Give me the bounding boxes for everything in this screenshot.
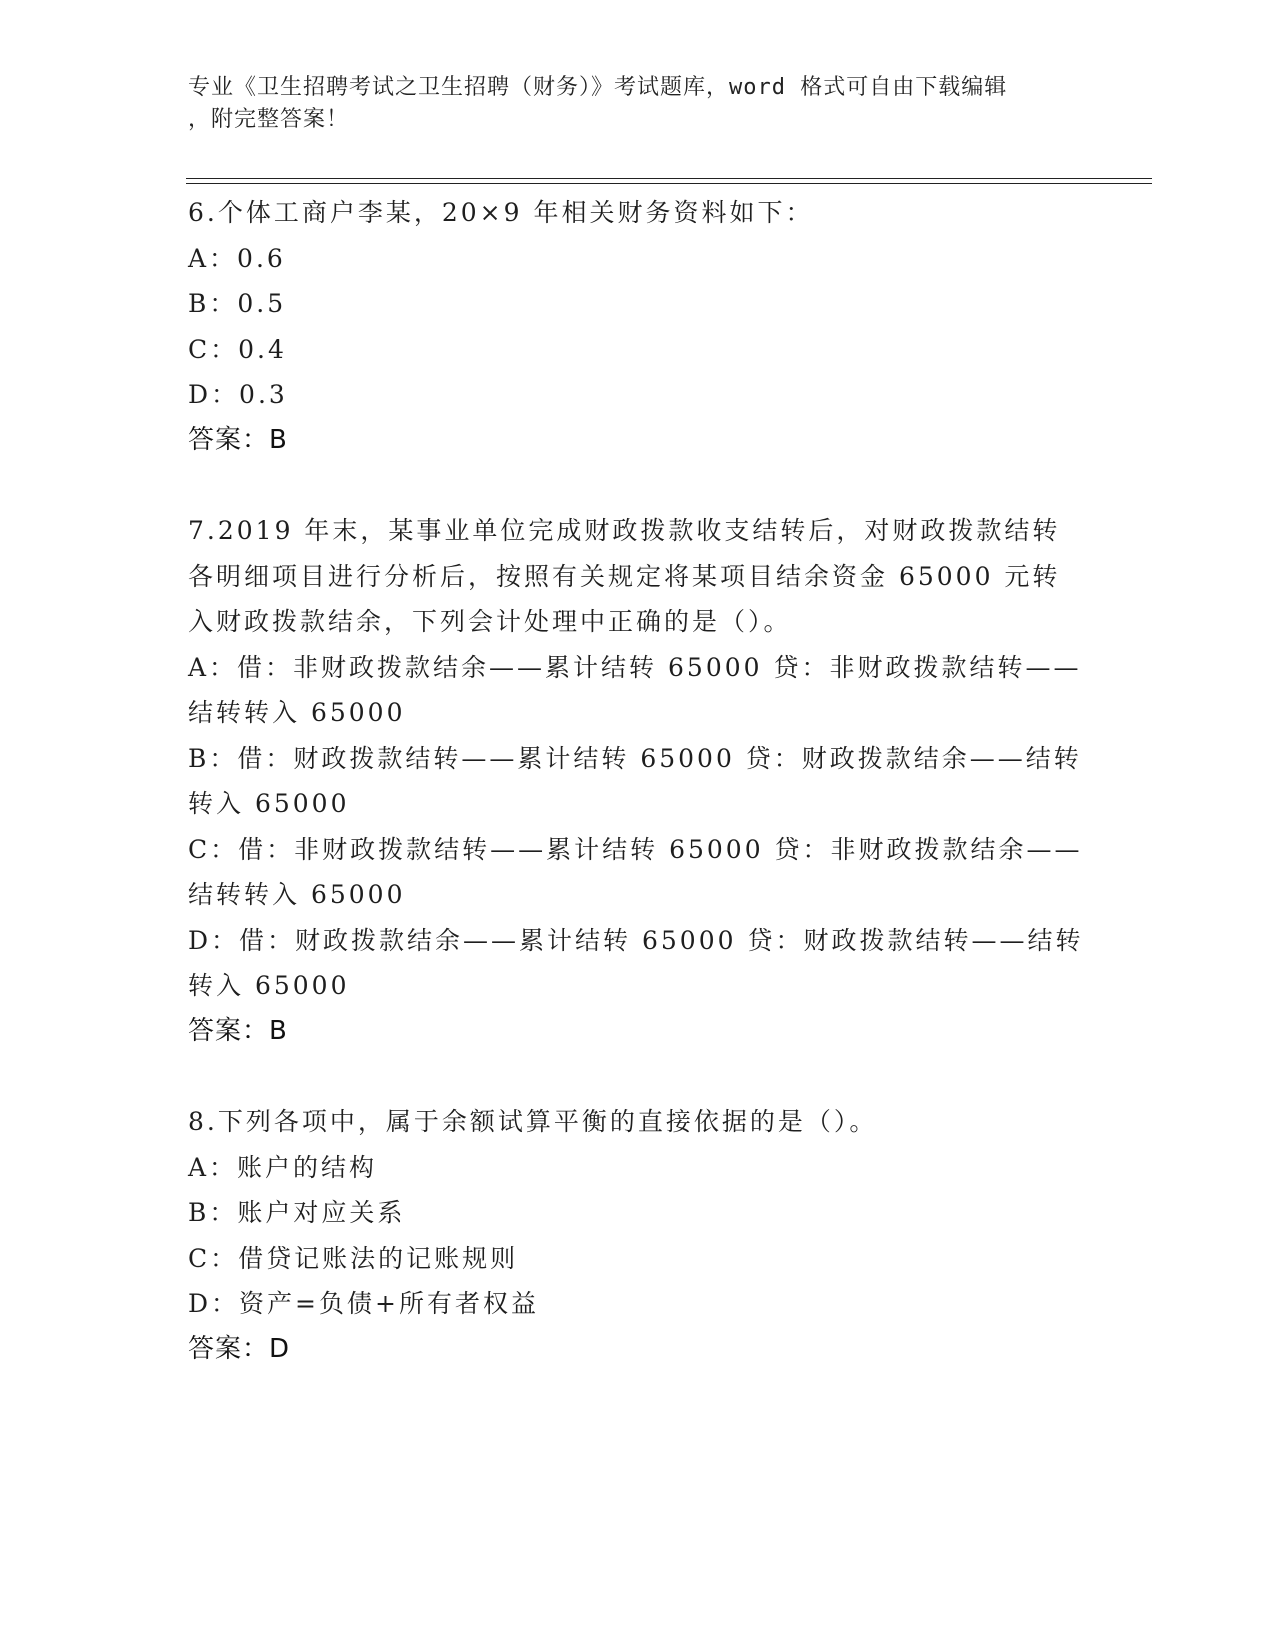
question-7 — [188, 508, 1088, 1054]
option-d: D：借：财政拨款结余——累计结转 65000 贷：财政拨款结转——结转转入 65000 — [188, 925, 1084, 1000]
question-spacer — [188, 463, 1088, 508]
question-spacer — [188, 1054, 1088, 1099]
question-8 — [188, 1099, 1088, 1372]
question-stem: 8.下列各项中，属于余额试算平衡的直接依据的是（）。 — [188, 1107, 878, 1136]
header-line-1: 专业《卫生招聘考试之卫生招聘（财务）》考试题库，word 格式可自由下载编辑 — [188, 75, 1008, 100]
answer-line: 答案：D — [188, 1333, 291, 1364]
option-c: C：借：非财政拨款结转——累计结转 65000 贷：非财政拨款结余——结转转入 65000 — [188, 834, 1083, 909]
question-stem: 6.个体工商户李某，20×9 年相关财务资料如下： — [188, 198, 814, 227]
option-a: A：借：非财政拨款结余——累计结转 65000 贷：非财政拨款结转——结转转入 65000 — [188, 652, 1082, 727]
header-line-2: ，附完整答案！ — [188, 107, 350, 132]
header-divider-bottom — [186, 183, 1152, 184]
answer-line: 答案：B — [188, 424, 288, 455]
option-a: A：账户的结构 — [188, 1152, 378, 1182]
option-c: C：0.4 — [188, 334, 287, 364]
question-list — [188, 190, 1088, 1372]
question-stem: 7.2019 年末，某事业单位完成财政拨款收支结转后，对财政拨款结转各明细项目进行分析后，按照有关规定将某项目结余资金 65000 元转入财政拨款结余，下列会计处理中正确的是（）。 — [188, 516, 1061, 636]
option-d: D：0.3 — [188, 380, 288, 409]
option-a: A：0.6 — [188, 243, 286, 273]
option-b: B：借：财政拨款结转——累计结转 65000 贷：财政拨款结余——结转转入 65000 — [188, 743, 1082, 818]
header-divider-top — [186, 178, 1152, 179]
option-c: C：借贷记账法的记账规则 — [188, 1243, 519, 1273]
answer-line: 答案：B — [188, 1015, 288, 1046]
option-b: B：账户对应关系 — [188, 1198, 406, 1227]
question-6 — [188, 190, 1088, 463]
option-b: B：0.5 — [188, 289, 287, 318]
document-header — [188, 72, 1068, 136]
option-d: D：资产=负债+所有者权益 — [188, 1289, 539, 1318]
